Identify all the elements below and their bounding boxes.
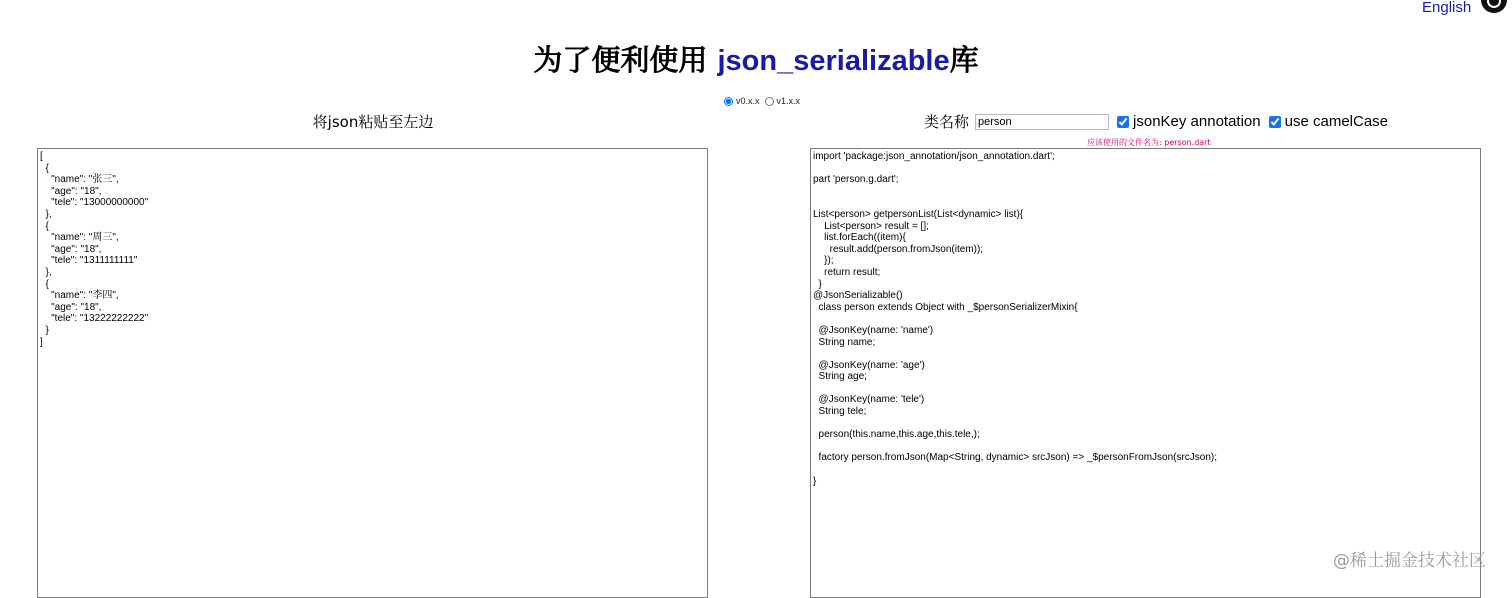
version-label-v0: v0.x.x (736, 96, 760, 106)
json-key-label: jsonKey annotation (1133, 113, 1261, 130)
title-lib-name: json_serializable (717, 45, 950, 77)
file-name-hint: 应该使用的文件名为: person.dart (1087, 138, 1211, 147)
version-radio-v0[interactable] (724, 97, 733, 106)
json-key-checkbox[interactable] (1117, 116, 1129, 128)
title-suffix: 库 (949, 43, 979, 77)
camel-case-checkbox[interactable] (1269, 116, 1281, 128)
class-name-label: 类名称 (924, 113, 970, 131)
language-link[interactable]: English (1422, 0, 1472, 16)
dart-output-textarea[interactable]: import 'package:json_annotation/json_annotation.dart'; part 'person.g.dart'; List<person> getpersonList(List<dynamic> list){ List<person> result = []; list.forEach((item){ result.add(person.fromJson(item)); }); return result; } @JsonSerializable() class person extends Object with _$personSerializerMixin{ @JsonKey(name: 'name') String name; @JsonKey(name: 'age') String age; @JsonKey(name: 'tele') String tele; person(this.name,this.age,this.tele,); factory person.fromJson(Map<String, dynamic> srcJson) => _$personFromJson(srcJson); } (810, 148, 1481, 598)
json-input-textarea[interactable]: [ { "name": "张三", "age": "18", "tele": "13000000000" }, { "name": "周三", "age": "18", "tele": "1311111111" }, { "name": "李四", "age": "18", "tele": "13222222222" } ] (37, 148, 708, 598)
version-selector (724, 96, 800, 106)
options-bar (924, 111, 1388, 132)
version-radio-v1[interactable] (765, 97, 774, 106)
page-title (0, 38, 1512, 79)
class-name-input[interactable] (975, 114, 1109, 130)
version-label-v1: v1.x.x (776, 96, 801, 106)
github-icon[interactable] (1480, 0, 1508, 14)
watermark: @稀土掘金技术社区 (1333, 551, 1486, 571)
title-prefix: 为了便利使用 (533, 43, 718, 77)
camel-case-label: use camelCase (1284, 113, 1389, 130)
json-input-label: 将json粘贴至左边 (312, 113, 434, 131)
